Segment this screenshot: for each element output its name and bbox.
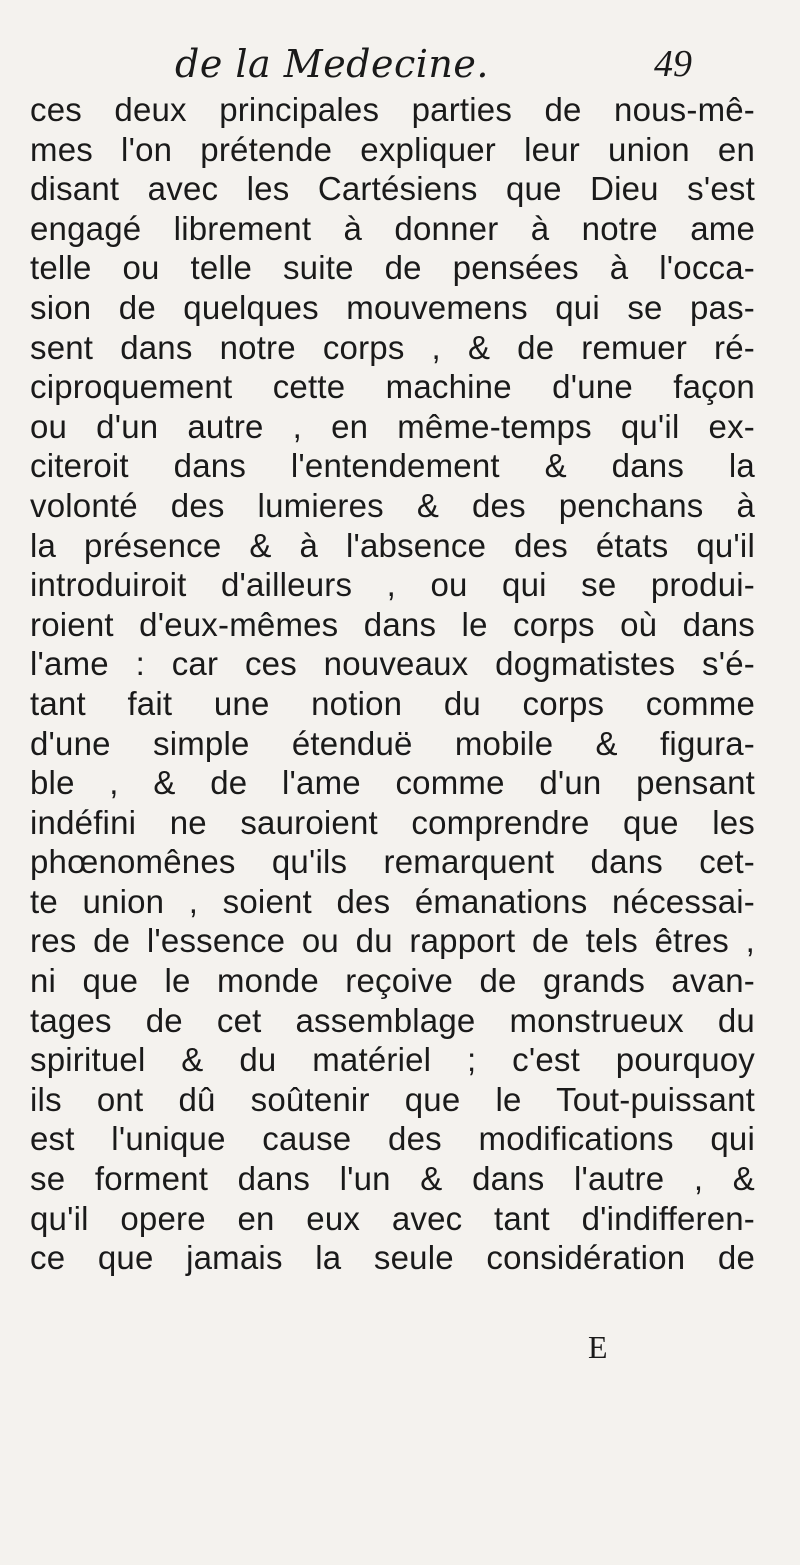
text-line: est l'unique cause des modifications qui [30, 1120, 755, 1158]
text-line: d'une simple étenduë mobile & figura- [30, 724, 755, 762]
text-line: ni que le monde reçoive de grands avan- [30, 962, 755, 1000]
text-line: citeroit dans l'entendement & dans la [30, 447, 755, 485]
text-line: ble , & de l'ame comme d'un pensant [30, 764, 755, 802]
text-line: la présence & à l'absence des états qu'il [30, 526, 755, 564]
running-head [60, 40, 740, 88]
page-number: 49 [654, 43, 692, 85]
text-line: te union , soient des émanations nécessai- [30, 882, 755, 920]
text-line: ou d'un autre , en même-temps qu'il ex- [30, 407, 755, 445]
signature-mark: E [588, 1329, 608, 1365]
text-line: phœnomênes qu'ils remarquent dans cet- [30, 843, 755, 881]
text-line: tages de cet assemblage monstrueux du [30, 1001, 755, 1039]
text-line: engagé librement à donner à notre ame [30, 209, 755, 247]
text-line: indéfini ne sauroient comprendre que les [30, 803, 755, 841]
text-line: res de l'essence ou du rapport de tels êtres , [30, 922, 755, 960]
text-line: sion de quelques mouvemens qui se pas- [30, 288, 755, 326]
body-text [30, 90, 755, 1278]
text-line: ils ont dû soûtenir que le Tout-puissant [30, 1080, 755, 1118]
text-line: ciproquement cette machine d'une façon [30, 368, 755, 406]
text-line: volonté des lumieres & des penchans à [30, 486, 755, 524]
text-line: qu'il opere en eux avec tant d'indifferen- [30, 1199, 755, 1237]
text-line: tant fait une notion du corps comme [30, 684, 755, 722]
running-title: de la Medecine. [175, 42, 489, 86]
text-line: se forment dans l'un & dans l'autre , & [30, 1160, 755, 1198]
text-line: telle ou telle suite de pensées à l'occa- [30, 249, 755, 287]
text-line: roient d'eux-mêmes dans le corps où dans [30, 605, 755, 643]
text-line: spirituel & du matériel ; c'est pourquoy [30, 1041, 755, 1079]
text-line: introduiroit d'ailleurs , ou qui se produi- [30, 566, 755, 604]
text-line: disant avec les Cartésiens que Dieu s'est [30, 170, 755, 208]
text-line: mes l'on prétende expliquer leur union en [30, 130, 755, 168]
text-line: ce que jamais la seule considération de [30, 1239, 755, 1277]
text-line: l'ame : car ces nouveaux dogmatistes s'é- [30, 645, 755, 683]
text-line: sent dans notre corps , & de remuer ré- [30, 328, 755, 366]
text-line: ces deux principales parties de nous-mê- [30, 91, 755, 128]
